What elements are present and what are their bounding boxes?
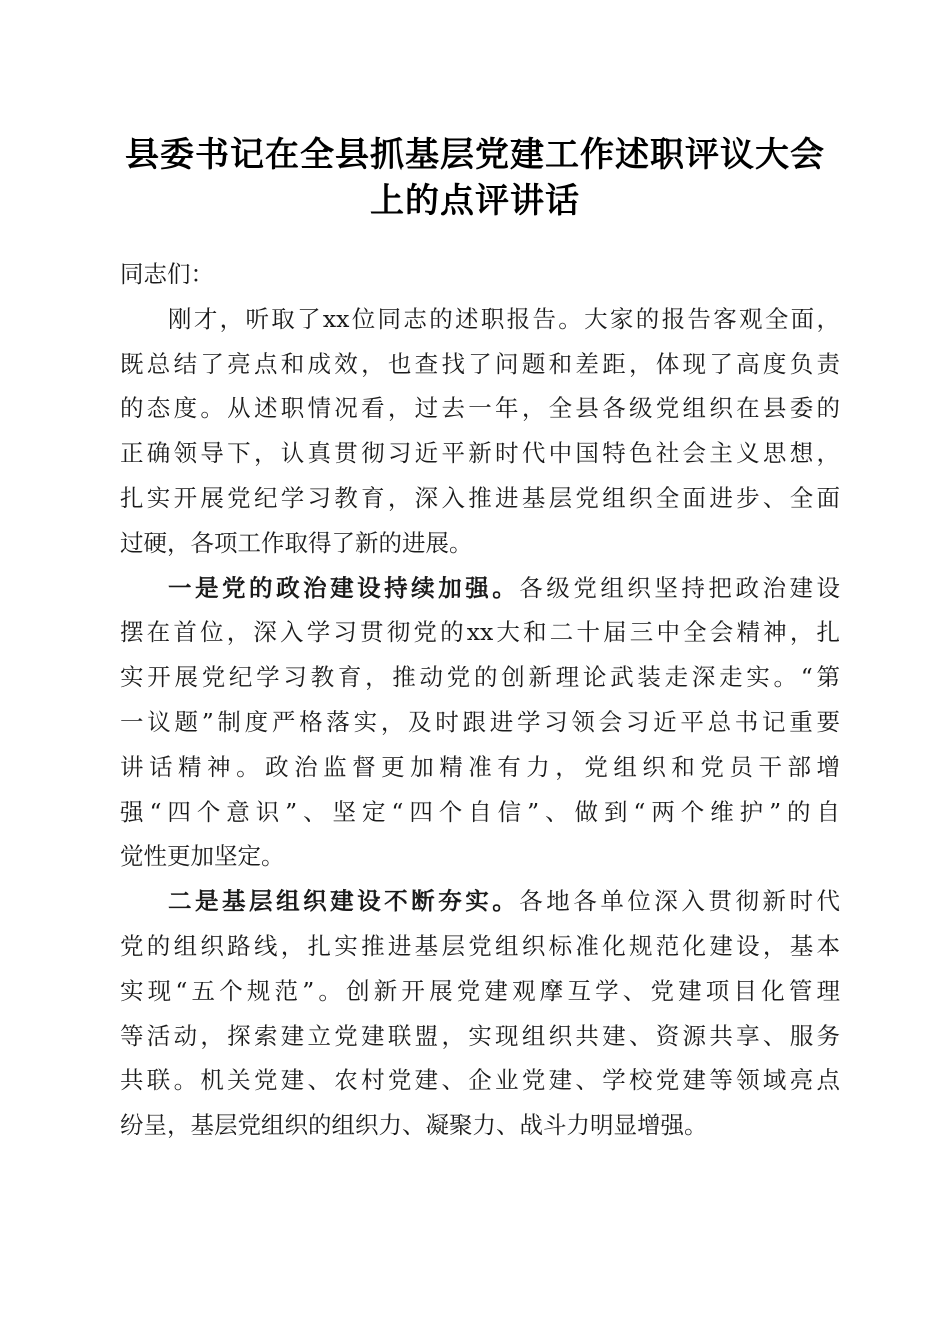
title-line-2: 上的点评讲话 — [370, 181, 580, 221]
paragraph-1-line-6: 过硬，各项工作取得了新的进展。 — [120, 528, 473, 557]
paragraph-2-line-7: 觉性更加坚定。 — [120, 842, 285, 871]
paragraph-3-line-4: 等活动，探索建立党建联盟，实现组织共建、资源共享、服务 — [120, 1021, 840, 1050]
title-line-1: 县委书记在全县抓基层党建工作述职评议大会 — [125, 135, 825, 175]
document-body — [120, 252, 840, 1148]
paragraph-2-line-3: 实开展党纪学习教育，推动党的创新理论武装走深走实。“第 — [120, 663, 840, 692]
paragraph-1-line-3: 的态度。从述职情况看，过去一年，全县各级党组织在县委的 — [120, 394, 840, 423]
paragraph-1-line-1: 刚才，听取了xx位同志的述职报告。大家的报告客观全面， — [168, 304, 840, 333]
document-title — [110, 132, 840, 224]
paragraph-3-line-1 — [120, 879, 840, 924]
paragraph-1-line-2: 既总结了亮点和成效，也查找了问题和差距，体现了高度负责 — [120, 349, 840, 378]
paragraph-3-line-6: 纷呈，基层党组织的组织力、凝聚力、战斗力明显增强。 — [120, 1111, 708, 1140]
paragraph-2-lead: 一是党的政治建设持续加强。 — [168, 573, 520, 602]
paragraph-2-line-1 — [120, 566, 840, 611]
paragraph-3-lead: 二是基层组织建设不断夯实。 — [168, 887, 520, 916]
paragraph-1-line-4: 正确领导下，认真贯彻习近平新时代中国特色社会主义思想， — [120, 439, 840, 468]
paragraph-2-line-4: 一议题”制度严格落实，及时跟进学习领会习近平总书记重要 — [120, 707, 840, 736]
paragraph-3-line-3: 实现“五个规范”。创新开展党建观摩互学、党建项目化管理 — [120, 976, 840, 1005]
paragraph-2-first-rest: 各级党组织坚持把政治建设 — [519, 573, 841, 602]
paragraph-3-first-rest: 各地各单位深入贯彻新时代 — [519, 887, 841, 916]
paragraph-3-line-2: 党的组织路线，扎实推进基层党组织标准化规范化建设，基本 — [120, 931, 840, 960]
paragraph-1-line-5: 扎实开展党纪学习教育，深入推进基层党组织全面进步、全面 — [120, 483, 840, 512]
paragraph-3-line-5: 共联。机关党建、农村党建、企业党建、学校党建等领域亮点 — [120, 1066, 840, 1095]
salutation: 同志们： — [120, 260, 214, 288]
paragraph-2-line-2: 摆在首位，深入学习贯彻党的xx大和二十届三中全会精神，扎 — [120, 618, 840, 647]
paragraph-2-line-5: 讲话精神。政治监督更加精准有力，党组织和党员干部增 — [120, 752, 840, 781]
paragraph-2-line-6: 强“四个意识”、坚定“四个自信”、做到“两个维护”的自 — [120, 797, 840, 826]
